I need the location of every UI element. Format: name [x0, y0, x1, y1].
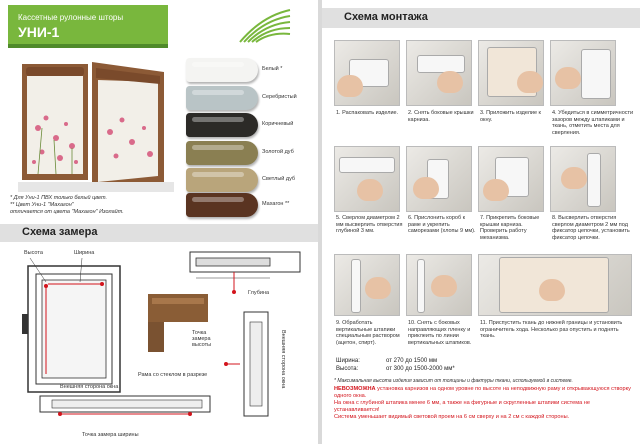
window-with-blinds-photo [18, 58, 174, 194]
label-outer-side: Внешняя сторона окна [60, 384, 119, 390]
install-heading: Схема монтажа [344, 11, 428, 23]
label-point-height: Точка замера высоты [192, 330, 212, 348]
spec-width-value: от 270 до 1500 мм [386, 358, 438, 364]
step-5-text: 5. Сверлом диаметром 2 мм высверлить отверстия глубиной 3 мм. [336, 215, 403, 234]
step-7-text: 7. Прикрепить боковые крышки карниза. Проверить работу механизма. [480, 215, 540, 241]
cassette-brown [186, 113, 258, 137]
step-10-text: 10. Снять с боковых направляющих пленку и приклеить по линии вертикальных штапиков. [408, 320, 472, 346]
note-line-1: * Для Уни-1 ПВХ только белый цвет. [10, 195, 108, 201]
step-9-text: 9. Обработать вертикальные штапики специальным раствором (ацетон, спирт). [336, 320, 400, 346]
spec-width-label: Ширина: [336, 358, 360, 364]
brand-logo-icon [232, 6, 292, 46]
label-point-width: Точка замера ширины [82, 432, 139, 438]
warning-block [334, 386, 634, 421]
warning-line-2: На окна с глубиной штапика менее 6 мм, а также на фигурные и скругленные штапики система не устанавливается! [334, 400, 591, 413]
warning-title: НЕВОЗМОЖНА [334, 386, 376, 392]
left-page [0, 0, 318, 444]
step-2-photo [406, 40, 472, 106]
cassette-light-oak [186, 168, 258, 192]
color-label-silver: Серебристый [262, 94, 297, 100]
step-3-photo [478, 40, 544, 106]
step-3-text: 3. Приложить изделие к окну. [480, 110, 541, 123]
step-2-text: 2. Снять боковые крышки карниза. [408, 110, 474, 123]
spec-height-label: Высота: [336, 366, 359, 372]
cassette-white [186, 58, 258, 82]
product-subtitle: Кассетные рулонные шторы [18, 13, 124, 22]
banner-shadow [8, 44, 168, 48]
measure-section-header [0, 224, 318, 242]
spec-height-value: от 300 до 1500-2000 мм* [386, 366, 455, 372]
warning-line-3: Система уменьшает видимый световой проем на 6 см сверху и на 2 см с каждой стороны. [334, 414, 570, 420]
step-1-photo [334, 40, 400, 106]
measure-heading: Схема замера [22, 226, 98, 238]
color-label-mahogany: Махагон ** [262, 201, 290, 207]
cassette-golden-oak [186, 141, 258, 165]
cassette-silver [186, 86, 258, 110]
step-11-photo [478, 254, 632, 316]
color-notes [10, 195, 180, 216]
color-label-golden-oak: Золотой дуб [262, 149, 294, 155]
label-inner-side: Внешняя сторона окна [280, 330, 286, 389]
label-height: Высота [24, 250, 43, 256]
color-label-white: Белый * [262, 66, 283, 72]
step-6-photo [406, 146, 472, 212]
title-banner [8, 5, 168, 45]
note-line-3: отличается от цвета "Махагон" Изолайт. [10, 209, 124, 215]
note-line-2: ** Цвет Уни-1 "Махагон" [10, 202, 74, 208]
brand-header [0, 0, 318, 48]
step-1-text: 1. Распаковать изделие. [336, 110, 399, 116]
step-8-text: 8. Высверлить отверстия сверлом диаметром 2 мм под фиксатор цепочки, установить фиксатор цепочки. [552, 215, 630, 241]
label-frame-cut: Рама со стеклом в разрезе [138, 372, 208, 378]
color-label-light-oak: Светлый дуб [262, 176, 296, 182]
step-5-photo [334, 146, 400, 212]
label-width: Ширина [74, 250, 95, 256]
measure-diagram [0, 244, 318, 444]
footnote: * Максимальная высота изделия зависит от толщины и фактуры ткани, используемой в системе. [334, 378, 573, 384]
color-label-brown: Коричневый [262, 121, 294, 127]
right-page [322, 0, 640, 444]
install-section-header [322, 8, 640, 28]
step-7-photo [478, 146, 544, 212]
step-4-text: 4. Убедиться в симметричности зазоров между штапиками и ткань, отметить места для сверления. [552, 110, 634, 136]
step-10-photo [406, 254, 472, 316]
cassette-mahogany [186, 193, 258, 217]
step-11-text: 11. Приспустить ткань до нижней границы и установить ограничитель хода. Несколько раз опустить и поднять ткань. [480, 320, 623, 339]
step-9-photo [334, 254, 400, 316]
label-depth: Глубина [248, 290, 270, 296]
product-title: УНИ-1 [18, 24, 60, 40]
step-4-photo [550, 40, 616, 106]
warning-line-1: установка карнизов на одном уровне по высоте на неподвижную раму и открывающуюся створку одного окна. [334, 386, 631, 399]
step-6-text: 6. Прислонить короб к раме и укрепить саморезами (хлопы 9 мм). [408, 215, 476, 234]
step-8-photo [550, 146, 616, 212]
